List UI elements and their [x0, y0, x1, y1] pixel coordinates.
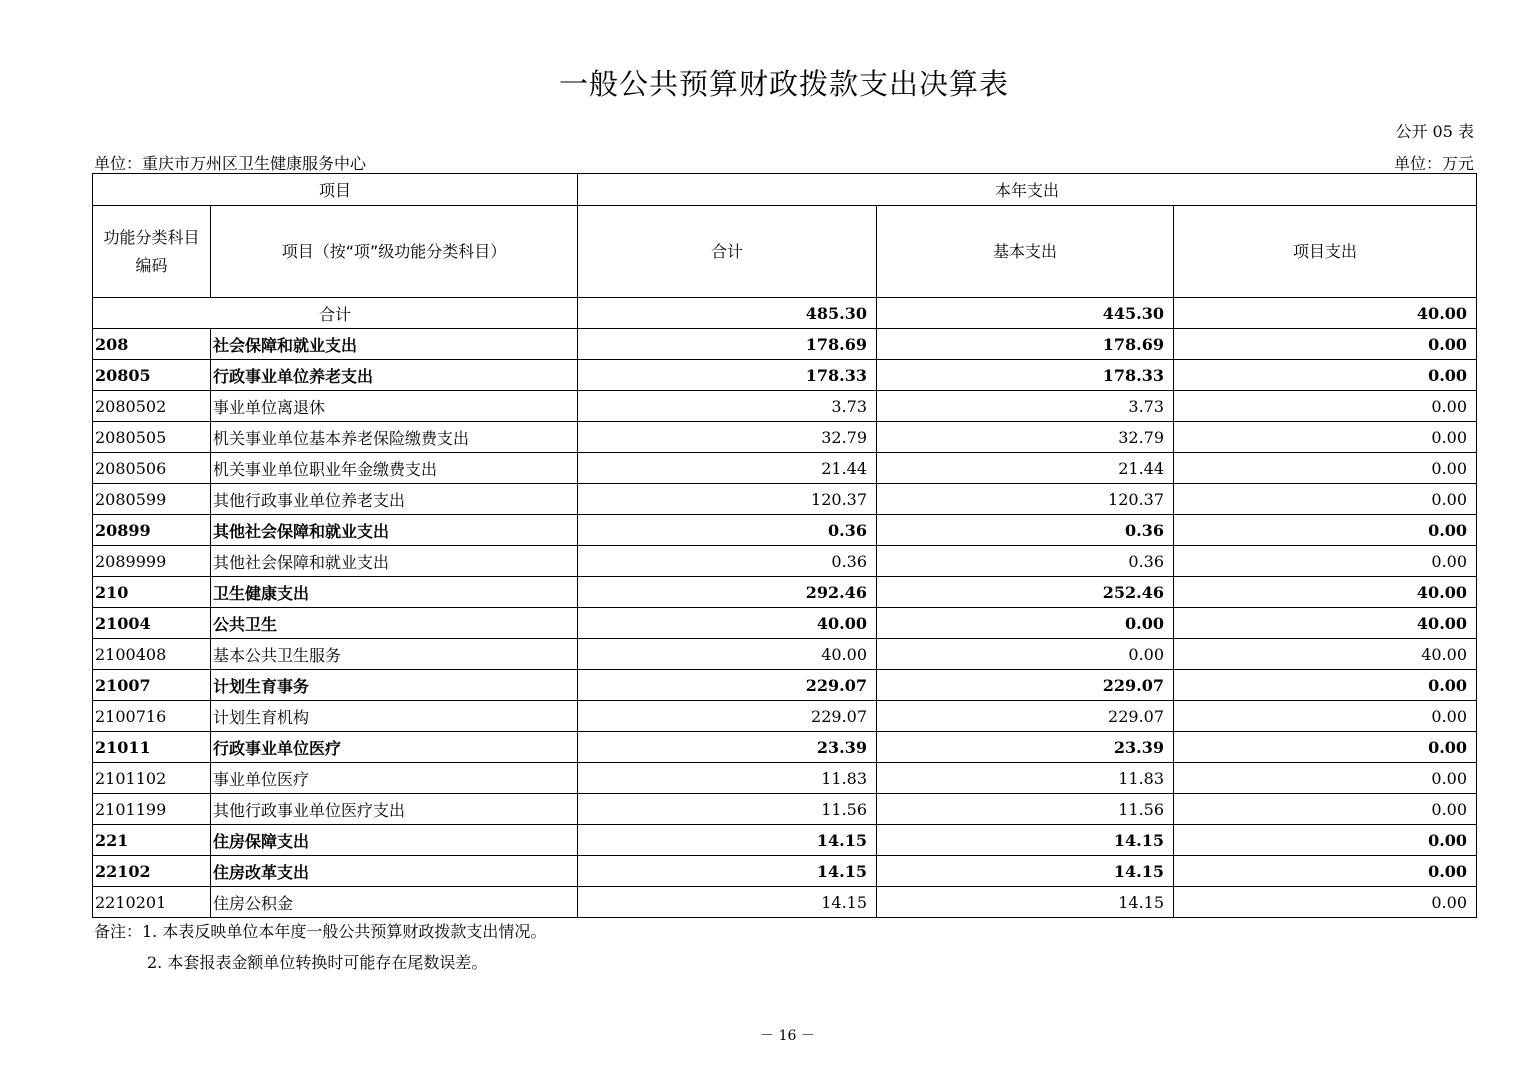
row-code: 2210201 [93, 887, 211, 918]
row-name: 其他行政事业单位医疗支出 [211, 794, 578, 825]
expenditure-table [92, 173, 1477, 918]
row-code: 2080505 [93, 422, 211, 453]
row-project: 0.00 [1174, 484, 1477, 515]
row-total: 178.69 [578, 329, 877, 360]
row-project: 0.00 [1174, 701, 1477, 732]
row-name: 其他社会保障和就业支出 [211, 515, 578, 546]
row-code: 210 [93, 577, 211, 608]
total-row [93, 298, 1477, 329]
row-project: 0.00 [1174, 670, 1477, 701]
table-row [93, 391, 1477, 422]
reporting-unit: 单位：重庆市万州区卫生健康服务中心 [94, 154, 367, 173]
table-row [93, 732, 1477, 763]
row-basic: 0.00 [877, 608, 1174, 639]
row-code: 2100408 [93, 639, 211, 670]
row-code: 21007 [93, 670, 211, 701]
row-total: 14.15 [578, 856, 877, 887]
header-row-2 [93, 206, 1477, 298]
row-project: 0.00 [1174, 391, 1477, 422]
total-project: 40.00 [1174, 298, 1477, 329]
row-project: 0.00 [1174, 422, 1477, 453]
row-basic: 229.07 [877, 670, 1174, 701]
table-row [93, 422, 1477, 453]
row-name: 住房改革支出 [211, 856, 578, 887]
row-total: 32.79 [578, 422, 877, 453]
header-basic: 基本支出 [877, 206, 1174, 298]
table-row [93, 763, 1477, 794]
row-project: 40.00 [1174, 639, 1477, 670]
row-basic: 14.15 [877, 856, 1174, 887]
row-name: 行政事业单位医疗 [211, 732, 578, 763]
row-code: 22102 [93, 856, 211, 887]
header-current-year: 本年支出 [578, 174, 1477, 206]
row-name: 计划生育机构 [211, 701, 578, 732]
row-basic: 0.36 [877, 546, 1174, 577]
header-item: 项目（按“项”级功能分类科目） [211, 206, 578, 298]
row-project: 0.00 [1174, 546, 1477, 577]
row-project: 0.00 [1174, 329, 1477, 360]
total-basic: 445.30 [877, 298, 1174, 329]
table-row [93, 825, 1477, 856]
row-project: 0.00 [1174, 732, 1477, 763]
table-row [93, 639, 1477, 670]
header-project-expenditure: 项目支出 [1174, 206, 1477, 298]
row-total: 0.36 [578, 546, 877, 577]
table-row [93, 856, 1477, 887]
row-name: 行政事业单位养老支出 [211, 360, 578, 391]
note-line-1: 备注：1. 本表反映单位本年度一般公共预算财政拨款支出情况。 [94, 922, 547, 941]
row-total: 14.15 [578, 825, 877, 856]
row-basic: 229.07 [877, 701, 1174, 732]
row-basic: 178.33 [877, 360, 1174, 391]
total-total: 485.30 [578, 298, 877, 329]
row-total: 21.44 [578, 453, 877, 484]
row-basic: 11.56 [877, 794, 1174, 825]
header-row-1 [93, 174, 1477, 206]
row-name: 事业单位离退休 [211, 391, 578, 422]
row-code: 21011 [93, 732, 211, 763]
table-row [93, 453, 1477, 484]
notes [94, 916, 546, 978]
row-project: 0.00 [1174, 360, 1477, 391]
table-row [93, 608, 1477, 639]
row-basic: 120.37 [877, 484, 1174, 515]
row-basic: 32.79 [877, 422, 1174, 453]
row-total: 229.07 [578, 670, 877, 701]
table-row [93, 701, 1477, 732]
row-name: 基本公共卫生服务 [211, 639, 578, 670]
row-name: 事业单位医疗 [211, 763, 578, 794]
row-total: 292.46 [578, 577, 877, 608]
row-project: 0.00 [1174, 794, 1477, 825]
header-code: 功能分类科目编码 [93, 206, 211, 298]
row-project: 40.00 [1174, 577, 1477, 608]
page-number: － 16 － [760, 1028, 815, 1044]
row-basic: 23.39 [877, 732, 1174, 763]
table-row [93, 360, 1477, 391]
row-name: 公共卫生 [211, 608, 578, 639]
row-code: 2101102 [93, 763, 211, 794]
row-name: 其他行政事业单位养老支出 [211, 484, 578, 515]
form-number: 公开 05 表 [1395, 122, 1474, 141]
row-name: 社会保障和就业支出 [211, 329, 578, 360]
row-total: 14.15 [578, 887, 877, 918]
table-row [93, 887, 1477, 918]
header-total: 合计 [578, 206, 877, 298]
table-row [93, 515, 1477, 546]
row-name: 其他社会保障和就业支出 [211, 546, 578, 577]
row-project: 40.00 [1174, 608, 1477, 639]
row-total: 229.07 [578, 701, 877, 732]
note-line-2: 2. 本套报表金额单位转换时可能存在尾数误差。 [147, 953, 488, 972]
total-label: 合计 [93, 298, 578, 329]
row-code: 2080599 [93, 484, 211, 515]
row-basic: 0.00 [877, 639, 1174, 670]
row-total: 178.33 [578, 360, 877, 391]
row-total: 11.56 [578, 794, 877, 825]
page-title: 一般公共预算财政拨款支出决算表 [558, 67, 1009, 101]
row-total: 120.37 [578, 484, 877, 515]
row-basic: 21.44 [877, 453, 1174, 484]
row-code: 2100716 [93, 701, 211, 732]
row-project: 0.00 [1174, 887, 1477, 918]
row-total: 40.00 [578, 639, 877, 670]
row-project: 0.00 [1174, 515, 1477, 546]
table-row [93, 484, 1477, 515]
row-basic: 0.36 [877, 515, 1174, 546]
row-basic: 178.69 [877, 329, 1174, 360]
row-code: 2080506 [93, 453, 211, 484]
row-project: 0.00 [1174, 825, 1477, 856]
table-row [93, 329, 1477, 360]
row-name: 机关事业单位职业年金缴费支出 [211, 453, 578, 484]
row-name: 机关事业单位基本养老保险缴费支出 [211, 422, 578, 453]
table-row [93, 794, 1477, 825]
table-row [93, 577, 1477, 608]
currency-unit: 单位：万元 [1393, 154, 1474, 173]
row-name: 住房保障支出 [211, 825, 578, 856]
row-total: 3.73 [578, 391, 877, 422]
row-code: 208 [93, 329, 211, 360]
row-project: 0.00 [1174, 856, 1477, 887]
row-code: 2080502 [93, 391, 211, 422]
row-total: 0.36 [578, 515, 877, 546]
row-code: 21004 [93, 608, 211, 639]
row-project: 0.00 [1174, 763, 1477, 794]
header-project: 项目 [93, 174, 578, 206]
row-basic: 11.83 [877, 763, 1174, 794]
row-code: 20899 [93, 515, 211, 546]
row-basic: 3.73 [877, 391, 1174, 422]
row-name: 住房公积金 [211, 887, 578, 918]
row-basic: 252.46 [877, 577, 1174, 608]
row-total: 11.83 [578, 763, 877, 794]
row-project: 0.00 [1174, 453, 1477, 484]
row-total: 23.39 [578, 732, 877, 763]
row-code: 20805 [93, 360, 211, 391]
row-name: 计划生育事务 [211, 670, 578, 701]
table-row [93, 670, 1477, 701]
row-basic: 14.15 [877, 887, 1174, 918]
row-name: 卫生健康支出 [211, 577, 578, 608]
table-row [93, 546, 1477, 577]
row-basic: 14.15 [877, 825, 1174, 856]
row-code: 2101199 [93, 794, 211, 825]
row-total: 40.00 [578, 608, 877, 639]
row-code: 2089999 [93, 546, 211, 577]
row-code: 221 [93, 825, 211, 856]
